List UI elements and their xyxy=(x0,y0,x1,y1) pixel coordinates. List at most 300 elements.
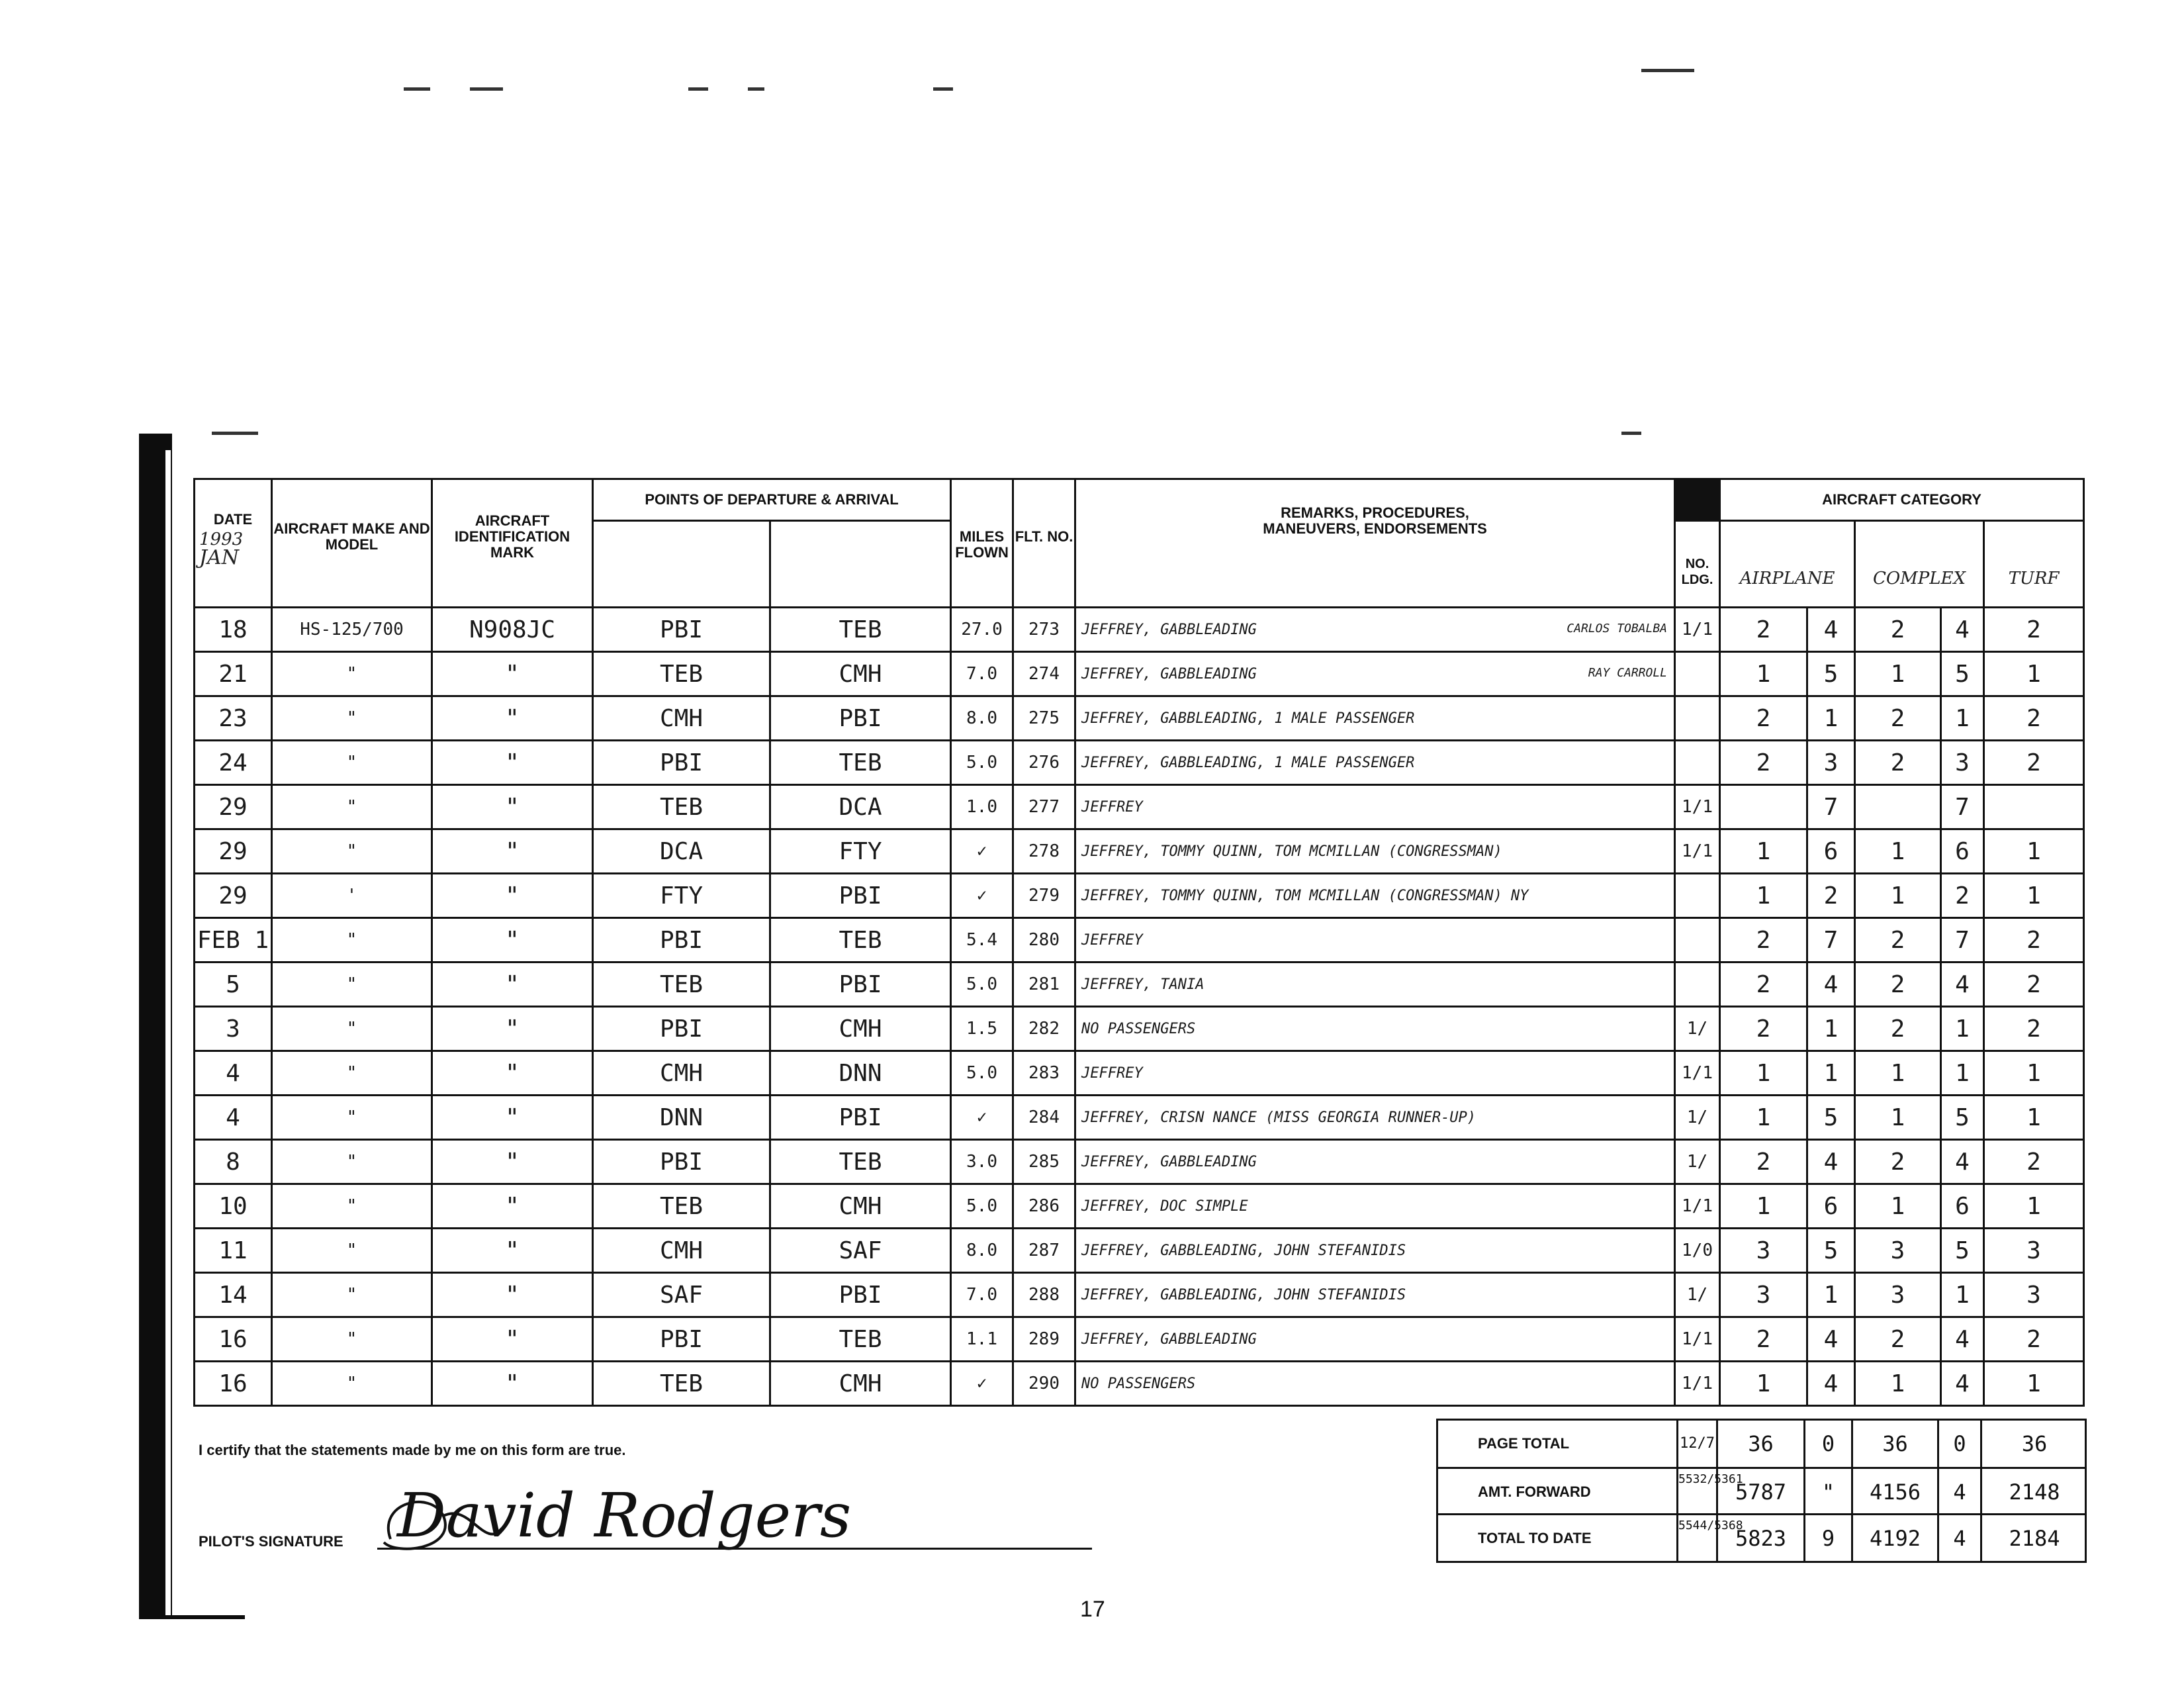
entry-landings: 1/1 xyxy=(1675,1051,1720,1096)
entry-landings: 1/ xyxy=(1675,1140,1720,1184)
remarks-text: JEFFREY xyxy=(1081,798,1143,816)
miles-flown-header: MILES FLOWN xyxy=(951,479,1013,608)
entry-airplane-tenths: 6 xyxy=(1807,1184,1855,1229)
entry-flight-number: 289 xyxy=(1013,1317,1075,1362)
entry-complex-tenths: 4 xyxy=(1941,1140,1984,1184)
entry-airplane-hours: 1 xyxy=(1720,1184,1807,1229)
entry-flight-number: 282 xyxy=(1013,1007,1075,1051)
entry-airplane-tenths: 1 xyxy=(1807,1007,1855,1051)
table-row xyxy=(195,962,2084,1007)
remarks-text: NO PASSENGERS xyxy=(1081,1020,1196,1037)
entry-turf: 1 xyxy=(1984,1184,2084,1229)
entry-complex-tenths: 2 xyxy=(1941,874,1984,918)
entry-aircraft-mark: " xyxy=(432,1184,593,1229)
month-label: JAN xyxy=(199,546,239,569)
entry-landings: 1/1 xyxy=(1675,1317,1720,1362)
entry-airplane-tenths: 4 xyxy=(1807,1362,1855,1406)
table-row xyxy=(195,1096,2084,1140)
entry-from: TEB xyxy=(593,652,770,696)
entry-aircraft-make: " xyxy=(272,1229,432,1273)
entry-aircraft-mark: " xyxy=(432,1317,593,1362)
entry-miles: ✓ xyxy=(951,1362,1013,1406)
entry-to: SAF xyxy=(770,1229,951,1273)
remarks-text: JEFFREY xyxy=(1081,1064,1143,1082)
scan-mark xyxy=(748,87,764,91)
scan-mark xyxy=(470,87,503,91)
entry-turf: 1 xyxy=(1984,829,2084,874)
entry-complex-tenths: 4 xyxy=(1941,608,1984,652)
page-number: 17 xyxy=(1080,1597,1105,1622)
entry-landings: 1/0 xyxy=(1675,1229,1720,1273)
entry-landings xyxy=(1675,696,1720,741)
entry-to: DNN xyxy=(770,1051,951,1096)
entry-remarks xyxy=(1075,652,1675,696)
flight-number-header: FLT. NO. xyxy=(1013,479,1075,608)
entry-airplane-hours: 1 xyxy=(1720,1362,1807,1406)
entry-flight-number: 283 xyxy=(1013,1051,1075,1096)
entry-airplane-hours: 2 xyxy=(1720,741,1807,785)
entry-date: 29 xyxy=(195,829,272,874)
entry-landings xyxy=(1675,874,1720,918)
entry-aircraft-make: " xyxy=(272,741,432,785)
table-row xyxy=(195,1007,2084,1051)
entry-remarks xyxy=(1075,696,1675,741)
points-header: POINTS OF DEPARTURE & ARRIVAL xyxy=(593,479,951,521)
entry-complex-tenths: 1 xyxy=(1941,696,1984,741)
entry-flight-number: 278 xyxy=(1013,829,1075,874)
entry-miles: 1.0 xyxy=(951,785,1013,829)
entry-date: 29 xyxy=(195,785,272,829)
remarks-text: JEFFREY, CRISN NANCE (MISS GEORGIA RUNNER-UP) xyxy=(1081,1109,1477,1126)
entry-turf: 2 xyxy=(1984,741,2084,785)
entry-airplane-tenths: 1 xyxy=(1807,1273,1855,1317)
entry-complex-tenths: 5 xyxy=(1941,1096,1984,1140)
entry-airplane-hours: 2 xyxy=(1720,1007,1807,1051)
entry-flight-number: 273 xyxy=(1013,608,1075,652)
entry-aircraft-mark: " xyxy=(432,1007,593,1051)
entry-complex-hours: 2 xyxy=(1855,962,1941,1007)
entry-from: DNN xyxy=(593,1096,770,1140)
entry-aircraft-mark: " xyxy=(432,1229,593,1273)
entry-airplane-hours: 2 xyxy=(1720,962,1807,1007)
entry-landings xyxy=(1675,918,1720,962)
aircraft-category-header: AIRCRAFT CATEGORY xyxy=(1720,479,2084,521)
entry-landings: 1/ xyxy=(1675,1273,1720,1317)
entry-aircraft-make: " xyxy=(272,785,432,829)
entry-aircraft-make: " xyxy=(272,1362,432,1406)
entry-from: PBI xyxy=(593,608,770,652)
entry-flight-number: 290 xyxy=(1013,1362,1075,1406)
entry-aircraft-mark: " xyxy=(432,1362,593,1406)
entry-landings: 1/1 xyxy=(1675,608,1720,652)
remarks-text: JEFFREY, GABBLEADING xyxy=(1081,621,1257,638)
entry-complex-hours: 3 xyxy=(1855,1229,1941,1273)
entry-from: TEB xyxy=(593,1184,770,1229)
entry-date: 11 xyxy=(195,1229,272,1273)
entry-from: CMH xyxy=(593,1051,770,1096)
entry-aircraft-mark: " xyxy=(432,741,593,785)
entry-flight-number: 277 xyxy=(1013,785,1075,829)
entry-landings xyxy=(1675,962,1720,1007)
remarks-note: CARLOS TOBALBA xyxy=(1567,621,1668,635)
entry-turf: 1 xyxy=(1984,652,2084,696)
entry-miles: 5.0 xyxy=(951,962,1013,1007)
entry-remarks xyxy=(1075,829,1675,874)
scan-mark xyxy=(688,87,708,91)
scan-mark xyxy=(1641,69,1694,72)
remarks-text: JEFFREY, TANIA xyxy=(1081,976,1205,993)
entry-date: 16 xyxy=(195,1362,272,1406)
entry-miles: 3.0 xyxy=(951,1140,1013,1184)
entry-airplane-tenths: 5 xyxy=(1807,1229,1855,1273)
pilot-signature: David Rodgers xyxy=(397,1480,852,1551)
table-row xyxy=(195,652,2084,696)
entry-remarks xyxy=(1075,962,1675,1007)
entry-aircraft-make: " xyxy=(272,1140,432,1184)
entry-from: PBI xyxy=(593,1007,770,1051)
entry-aircraft-make: " xyxy=(272,1273,432,1317)
entry-aircraft-make: " xyxy=(272,962,432,1007)
entry-airplane-hours: 3 xyxy=(1720,1229,1807,1273)
entry-landings: 1/ xyxy=(1675,1007,1720,1051)
entry-airplane-hours xyxy=(1720,785,1807,829)
entry-airplane-hours: 1 xyxy=(1720,652,1807,696)
entry-miles: 5.0 xyxy=(951,1051,1013,1096)
entry-turf: 2 xyxy=(1984,696,2084,741)
entry-turf: 2 xyxy=(1984,918,2084,962)
entry-aircraft-make: " xyxy=(272,918,432,962)
entry-from: TEB xyxy=(593,962,770,1007)
entry-complex-hours: 1 xyxy=(1855,829,1941,874)
entry-aircraft-make: " xyxy=(272,1317,432,1362)
entry-miles: 5.4 xyxy=(951,918,1013,962)
entry-aircraft-make: " xyxy=(272,1051,432,1096)
entry-miles: ✓ xyxy=(951,1096,1013,1140)
entry-miles: 1.1 xyxy=(951,1317,1013,1362)
entry-date: 21 xyxy=(195,652,272,696)
entry-miles: 1.5 xyxy=(951,1007,1013,1051)
entry-to: TEB xyxy=(770,1140,951,1184)
entry-from: TEB xyxy=(593,1362,770,1406)
entry-aircraft-make: " xyxy=(272,1007,432,1051)
entry-flight-number: 281 xyxy=(1013,962,1075,1007)
entry-complex-tenths: 1 xyxy=(1941,1273,1984,1317)
airplane-header: AIRPLANE xyxy=(1720,521,1855,608)
table-row xyxy=(195,741,2084,785)
entry-turf: 2 xyxy=(1984,1007,2084,1051)
table-row xyxy=(195,829,2084,874)
entry-airplane-hours: 2 xyxy=(1720,1317,1807,1362)
remarks-text: JEFFREY, TOMMY QUINN, TOM MCMILLAN (CONGRESSMAN) xyxy=(1081,843,1502,860)
entry-turf: 3 xyxy=(1984,1229,2084,1273)
entry-complex-hours: 1 xyxy=(1855,1051,1941,1096)
entry-date: 10 xyxy=(195,1184,272,1229)
entry-complex-tenths: 5 xyxy=(1941,652,1984,696)
entry-from: PBI xyxy=(593,1317,770,1362)
entry-date: 14 xyxy=(195,1273,272,1317)
entry-to: TEB xyxy=(770,608,951,652)
entry-airplane-tenths: 5 xyxy=(1807,1096,1855,1140)
entry-aircraft-mark: " xyxy=(432,1273,593,1317)
entry-airplane-tenths: 4 xyxy=(1807,1140,1855,1184)
entry-aircraft-mark: N908JC xyxy=(432,608,593,652)
remarks-text: JEFFREY, GABBLEADING xyxy=(1081,665,1257,682)
aircraft-make-header: AIRCRAFT MAKE AND MODEL xyxy=(272,479,432,608)
entry-aircraft-make: " xyxy=(272,696,432,741)
year-label: 1993 xyxy=(199,530,244,549)
entry-date: 23 xyxy=(195,696,272,741)
aircraft-id-header: AIRCRAFT IDENTIFICATION MARK xyxy=(432,479,593,608)
pilot-signature-label: PILOT'S SIGNATURE xyxy=(199,1533,343,1550)
entry-airplane-hours: 2 xyxy=(1720,1140,1807,1184)
entry-complex-tenths: 7 xyxy=(1941,918,1984,962)
entry-landings xyxy=(1675,741,1720,785)
entry-remarks xyxy=(1075,1229,1675,1273)
entry-from: CMH xyxy=(593,1229,770,1273)
entry-date: 18 xyxy=(195,608,272,652)
entry-airplane-tenths: 4 xyxy=(1807,1317,1855,1362)
entry-complex-hours xyxy=(1855,785,1941,829)
entry-complex-hours: 2 xyxy=(1855,608,1941,652)
entry-to: CMH xyxy=(770,1362,951,1406)
entry-remarks xyxy=(1075,1317,1675,1362)
entry-flight-number: 280 xyxy=(1013,918,1075,962)
entry-aircraft-mark: " xyxy=(432,874,593,918)
entry-complex-hours: 1 xyxy=(1855,1096,1941,1140)
entry-aircraft-make: ' xyxy=(272,874,432,918)
entry-airplane-hours: 3 xyxy=(1720,1273,1807,1317)
entry-to: CMH xyxy=(770,652,951,696)
table-row xyxy=(195,696,2084,741)
date-label: DATE xyxy=(213,511,253,528)
entry-date: 29 xyxy=(195,874,272,918)
total-to-date-row: TOTAL TO DATE 5544/5368 5823 9 4192 4 2184 xyxy=(1438,1513,2085,1562)
entry-remarks xyxy=(1075,785,1675,829)
entry-remarks xyxy=(1075,874,1675,918)
entry-turf: 2 xyxy=(1984,1317,2084,1362)
entry-aircraft-mark: " xyxy=(432,918,593,962)
entry-turf: 3 xyxy=(1984,1273,2084,1317)
entry-airplane-tenths: 1 xyxy=(1807,1051,1855,1096)
no-ldg-header: NO. LDG. xyxy=(1675,521,1720,608)
entry-complex-hours: 1 xyxy=(1855,1362,1941,1406)
remarks-text: JEFFREY xyxy=(1081,931,1143,949)
entry-flight-number: 288 xyxy=(1013,1273,1075,1317)
entry-turf: 1 xyxy=(1984,1362,2084,1406)
entry-landings: 1/1 xyxy=(1675,829,1720,874)
entry-complex-tenths: 6 xyxy=(1941,1184,1984,1229)
entry-remarks xyxy=(1075,608,1675,652)
entry-from: FTY xyxy=(593,874,770,918)
entry-to: TEB xyxy=(770,918,951,962)
entry-date: 4 xyxy=(195,1051,272,1096)
table-row xyxy=(195,1273,2084,1317)
entry-flight-number: 275 xyxy=(1013,696,1075,741)
entry-remarks xyxy=(1075,1007,1675,1051)
entry-landings xyxy=(1675,652,1720,696)
entry-aircraft-make: " xyxy=(272,652,432,696)
entry-flight-number: 276 xyxy=(1013,741,1075,785)
entry-aircraft-mark: " xyxy=(432,696,593,741)
entry-flight-number: 286 xyxy=(1013,1184,1075,1229)
entry-flight-number: 274 xyxy=(1013,652,1075,696)
entry-landings: 1/ xyxy=(1675,1096,1720,1140)
entry-airplane-tenths: 1 xyxy=(1807,696,1855,741)
entry-flight-number: 287 xyxy=(1013,1229,1075,1273)
remarks-text: JEFFREY, GABBLEADING xyxy=(1081,1331,1257,1348)
entry-aircraft-mark: " xyxy=(432,1096,593,1140)
entry-aircraft-make: HS-125/700 xyxy=(272,608,432,652)
entry-complex-tenths: 4 xyxy=(1941,1317,1984,1362)
table-row xyxy=(195,1051,2084,1096)
entry-turf: 2 xyxy=(1984,608,2084,652)
entry-airplane-hours: 2 xyxy=(1720,608,1807,652)
entry-aircraft-mark: " xyxy=(432,785,593,829)
entry-from: PBI xyxy=(593,918,770,962)
entry-complex-hours: 2 xyxy=(1855,741,1941,785)
entry-miles: 5.0 xyxy=(951,1184,1013,1229)
entry-remarks xyxy=(1075,1140,1675,1184)
scan-mark xyxy=(404,87,430,91)
remarks-text: NO PASSENGERS xyxy=(1081,1375,1196,1392)
entry-remarks xyxy=(1075,918,1675,962)
entry-airplane-hours: 2 xyxy=(1720,918,1807,962)
entry-to: PBI xyxy=(770,874,951,918)
table-row xyxy=(195,1317,2084,1362)
entry-complex-tenths: 4 xyxy=(1941,1362,1984,1406)
remarks-text: JEFFREY, GABBLEADING, 1 MALE PASSENGER xyxy=(1081,754,1415,771)
entry-complex-hours: 2 xyxy=(1855,1007,1941,1051)
page-total-row: PAGE TOTAL 12/7 36 0 36 0 36 xyxy=(1438,1421,2085,1467)
entry-airplane-hours: 1 xyxy=(1720,874,1807,918)
entry-remarks xyxy=(1075,741,1675,785)
entry-aircraft-mark: " xyxy=(432,1051,593,1096)
binding-foot xyxy=(139,1615,245,1619)
entry-airplane-tenths: 3 xyxy=(1807,741,1855,785)
entry-miles: ✓ xyxy=(951,874,1013,918)
table-row xyxy=(195,1140,2084,1184)
remarks-text: JEFFREY, DOC SIMPLE xyxy=(1081,1197,1248,1215)
entry-flight-number: 284 xyxy=(1013,1096,1075,1140)
entry-turf: 2 xyxy=(1984,1140,2084,1184)
entry-from: SAF xyxy=(593,1273,770,1317)
scan-mark xyxy=(212,432,258,435)
from-header xyxy=(593,521,770,608)
scan-mark xyxy=(933,87,953,91)
entry-landings: 1/1 xyxy=(1675,1184,1720,1229)
entry-flight-number: 279 xyxy=(1013,874,1075,918)
entry-airplane-tenths: 6 xyxy=(1807,829,1855,874)
entry-airplane-tenths: 7 xyxy=(1807,918,1855,962)
table-row xyxy=(195,918,2084,962)
entry-to: FTY xyxy=(770,829,951,874)
entry-remarks xyxy=(1075,1273,1675,1317)
entry-aircraft-mark: " xyxy=(432,1140,593,1184)
entry-landings: 1/1 xyxy=(1675,785,1720,829)
entry-airplane-hours: 2 xyxy=(1720,696,1807,741)
entry-miles: ✓ xyxy=(951,829,1013,874)
entry-airplane-tenths: 4 xyxy=(1807,962,1855,1007)
entry-date: 8 xyxy=(195,1140,272,1184)
table-row xyxy=(195,874,2084,918)
log-entries xyxy=(195,608,2084,1406)
remarks-text: JEFFREY, GABBLEADING, JOHN STEFANIDIS xyxy=(1081,1242,1406,1259)
entry-aircraft-mark: " xyxy=(432,829,593,874)
entry-from: TEB xyxy=(593,785,770,829)
entry-to: CMH xyxy=(770,1184,951,1229)
entry-date: FEB 1 xyxy=(195,918,272,962)
entry-date: 5 xyxy=(195,962,272,1007)
entry-aircraft-make: " xyxy=(272,829,432,874)
to-header xyxy=(770,521,951,608)
entry-remarks xyxy=(1075,1051,1675,1096)
table-row xyxy=(195,1362,2084,1406)
entry-remarks xyxy=(1075,1184,1675,1229)
table-row xyxy=(195,785,2084,829)
entry-complex-tenths: 7 xyxy=(1941,785,1984,829)
entry-complex-tenths: 1 xyxy=(1941,1051,1984,1096)
entry-miles: 8.0 xyxy=(951,1229,1013,1273)
entry-complex-hours: 2 xyxy=(1855,1140,1941,1184)
entry-miles: 27.0 xyxy=(951,608,1013,652)
entry-airplane-tenths: 7 xyxy=(1807,785,1855,829)
entry-landings: 1/1 xyxy=(1675,1362,1720,1406)
entry-complex-tenths: 4 xyxy=(1941,962,1984,1007)
entry-turf: 1 xyxy=(1984,874,2084,918)
entry-aircraft-make: " xyxy=(272,1184,432,1229)
entry-date: 16 xyxy=(195,1317,272,1362)
entry-aircraft-mark: " xyxy=(432,962,593,1007)
entry-from: PBI xyxy=(593,1140,770,1184)
entry-to: PBI xyxy=(770,1273,951,1317)
remarks-text: JEFFREY, GABBLEADING xyxy=(1081,1153,1257,1170)
entry-miles: 7.0 xyxy=(951,652,1013,696)
entry-complex-hours: 1 xyxy=(1855,874,1941,918)
table-row xyxy=(195,1184,2084,1229)
entry-turf xyxy=(1984,785,2084,829)
entry-complex-tenths: 3 xyxy=(1941,741,1984,785)
amount-forward-row: AMT. FORWARD 5532/5361 5787 " 4156 4 2148 xyxy=(1438,1467,2085,1515)
entry-airplane-hours: 1 xyxy=(1720,1051,1807,1096)
entry-to: PBI xyxy=(770,1096,951,1140)
remarks-text: JEFFREY, GABBLEADING, JOHN STEFANIDIS xyxy=(1081,1286,1406,1303)
entry-turf: 2 xyxy=(1984,962,2084,1007)
remarks-header: REMARKS, PROCEDURES, MANEUVERS, ENDORSEMENTS xyxy=(1075,479,1675,608)
entry-complex-tenths: 1 xyxy=(1941,1007,1984,1051)
entry-remarks xyxy=(1075,1362,1675,1406)
turf-header: TURF xyxy=(1984,521,2084,608)
entry-complex-tenths: 6 xyxy=(1941,829,1984,874)
complex-header: COMPLEX xyxy=(1855,521,1984,608)
entry-complex-hours: 2 xyxy=(1855,696,1941,741)
entry-airplane-hours: 1 xyxy=(1720,1096,1807,1140)
entry-miles: 5.0 xyxy=(951,741,1013,785)
entry-from: CMH xyxy=(593,696,770,741)
entry-complex-hours: 1 xyxy=(1855,1184,1941,1229)
entry-to: TEB xyxy=(770,741,951,785)
entry-aircraft-mark: " xyxy=(432,652,593,696)
entry-to: TEB xyxy=(770,1317,951,1362)
entry-turf: 1 xyxy=(1984,1051,2084,1096)
scan-mark xyxy=(1621,432,1641,435)
entry-to: PBI xyxy=(770,962,951,1007)
entry-flight-number: 285 xyxy=(1013,1140,1075,1184)
entry-complex-tenths: 5 xyxy=(1941,1229,1984,1273)
remarks-note: RAY CARROLL xyxy=(1588,665,1668,680)
entry-complex-hours: 1 xyxy=(1855,652,1941,696)
entry-date: 4 xyxy=(195,1096,272,1140)
entry-to: PBI xyxy=(770,696,951,741)
